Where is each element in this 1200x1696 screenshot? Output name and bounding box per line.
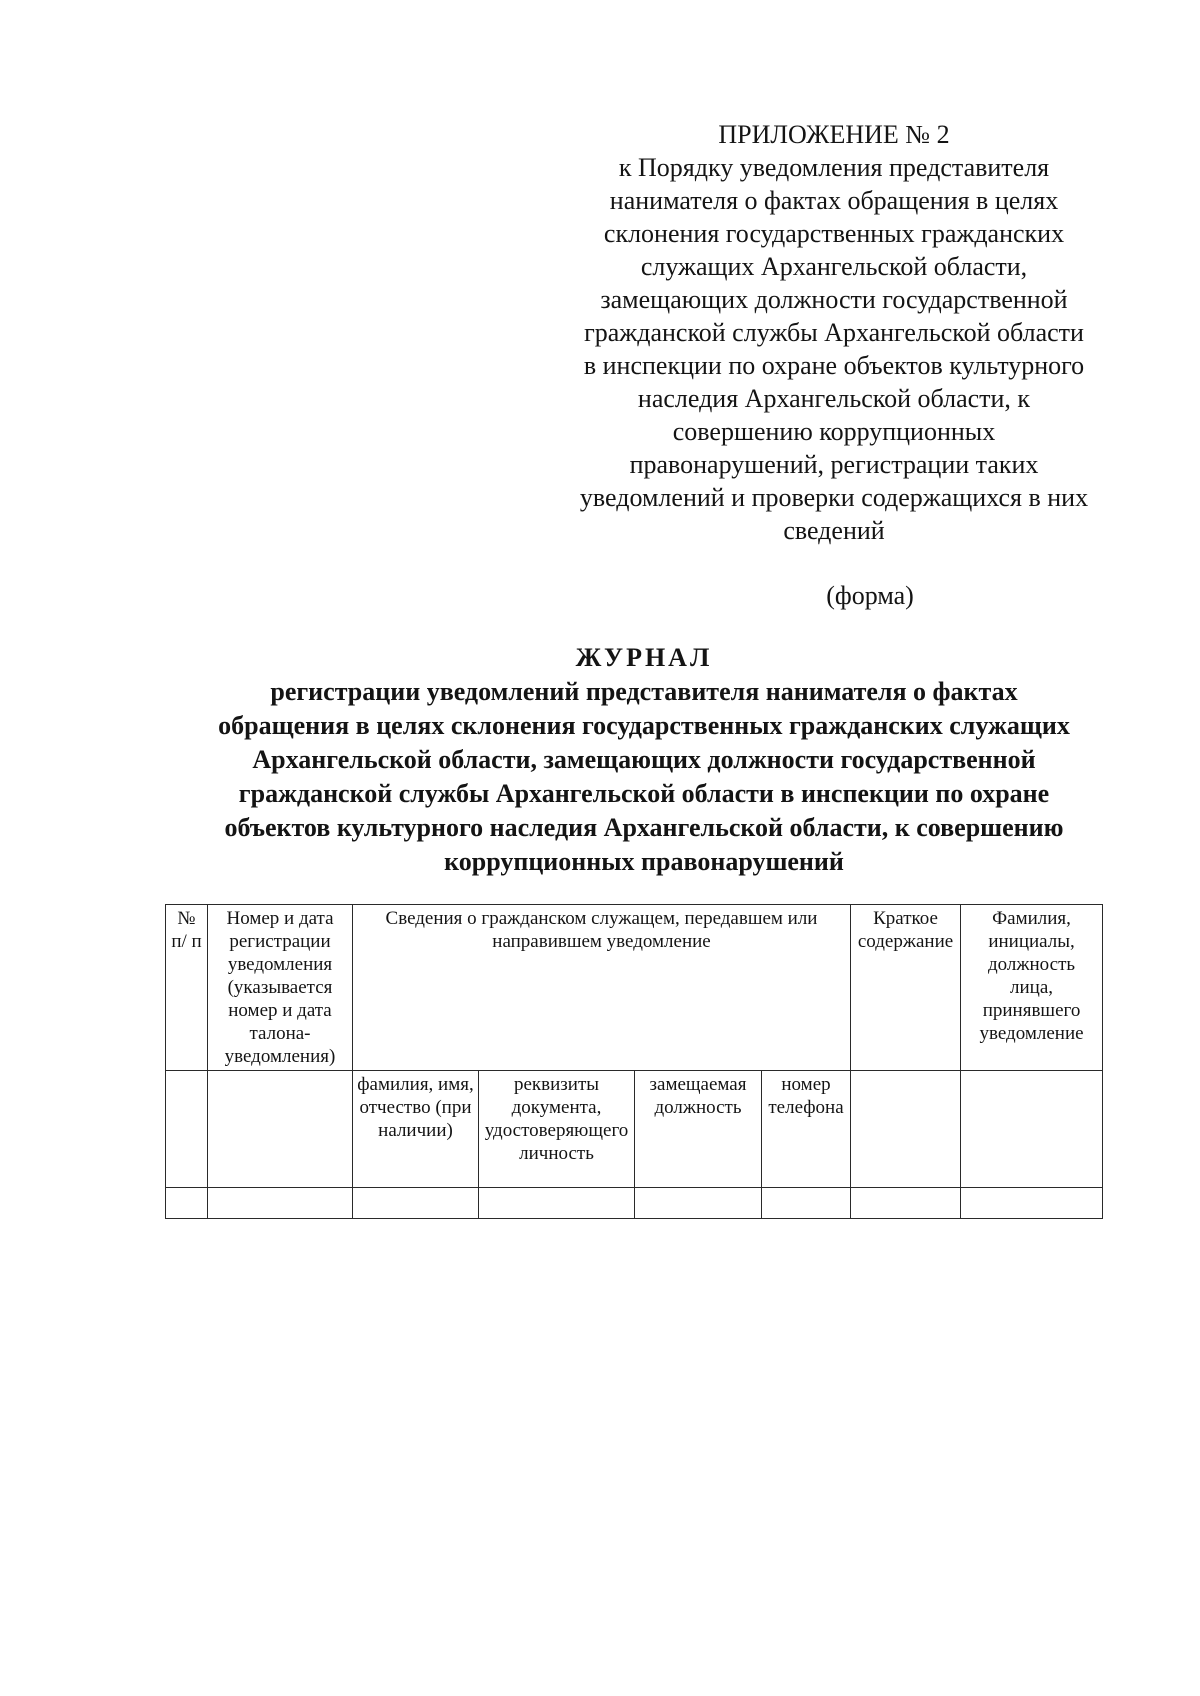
appendix-line: служащих Архангельской области,: [640, 252, 1028, 281]
appendix-line: уведомлений и проверки содержащихся в них: [579, 483, 1089, 512]
journal-subtitle-line: обращения в целях склонения государственных гражданских служащих: [218, 711, 1070, 740]
appendix-line: нанимателя о фактах обращения в целях: [609, 186, 1059, 215]
table-cell-empty: [635, 1188, 762, 1219]
register-table: [165, 904, 1103, 1219]
subheader-phone: номер телефона: [762, 1071, 851, 1188]
appendix-line: гражданской службы Архангельской области: [584, 318, 1084, 347]
journal-subtitle-line: Архангельской области, замещающих должности государственной: [252, 745, 1036, 774]
appendix-line: в инспекции по охране объектов культурного: [583, 351, 1085, 380]
journal-subtitle-line: регистрации уведомлений представителя нанимателя о фактах: [270, 677, 1018, 706]
header-receiver: Фамилия, инициалы, должность лица, принявшего уведомление: [961, 905, 1103, 1071]
table-cell-empty: [762, 1188, 851, 1219]
table-cell-empty: [353, 1188, 479, 1219]
appendix-line: совершению коррупционных: [672, 417, 996, 446]
table-row: [166, 1188, 1103, 1219]
appendix-line: сведений: [783, 516, 885, 545]
appendix-line: к Порядку уведомления представителя: [618, 153, 1050, 182]
subheader-full-name: фамилия, имя, отчество (при наличии): [353, 1071, 479, 1188]
header-employee-info: Сведения о гражданском служащем, передавшем или направившем уведомление: [353, 905, 851, 1071]
header-summary: Краткое содержание: [851, 905, 961, 1071]
table-cell-empty: [479, 1188, 635, 1219]
journal-subtitle-line: коррупционных правонарушений: [444, 847, 844, 876]
form-label: (форма): [826, 581, 914, 610]
header-registration: Номер и дата регистрации уведомления (указывается номер и дата талона-уведомления): [208, 905, 353, 1071]
table-cell-empty: [851, 1071, 961, 1188]
table-cell-empty: [208, 1188, 353, 1219]
subheader-id-document: реквизиты документа, удостоверяющего личность: [479, 1071, 635, 1188]
journal-heading: [164, 641, 1124, 879]
table-cell-empty: [208, 1071, 353, 1188]
table-cell-empty: [166, 1071, 208, 1188]
appendix-line: правонарушений, регистрации таких: [629, 450, 1039, 479]
journal-subtitle-line: объектов культурного наследия Архангельской области, к совершению: [224, 813, 1064, 842]
appendix-line: склонения государственных гражданских: [603, 219, 1065, 248]
appendix-block: [534, 118, 1134, 547]
table-header-row: [166, 905, 1103, 1071]
appendix-title: ПРИЛОЖЕНИЕ № 2: [718, 120, 950, 149]
table-cell-empty: [961, 1188, 1103, 1219]
table-cell-empty: [851, 1188, 961, 1219]
header-number: № п/ п: [166, 905, 208, 1071]
subheader-position: замещаемая должность: [635, 1071, 762, 1188]
journal-title: ЖУРНАЛ: [575, 643, 713, 672]
table-subheader-row: [166, 1071, 1103, 1188]
appendix-line: наследия Архангельской области, к: [637, 384, 1031, 413]
table-cell-empty: [166, 1188, 208, 1219]
appendix-line: замещающих должности государственной: [600, 285, 1068, 314]
journal-subtitle-line: гражданской службы Архангельской области в инспекции по охране: [238, 779, 1050, 808]
table-cell-empty: [961, 1071, 1103, 1188]
